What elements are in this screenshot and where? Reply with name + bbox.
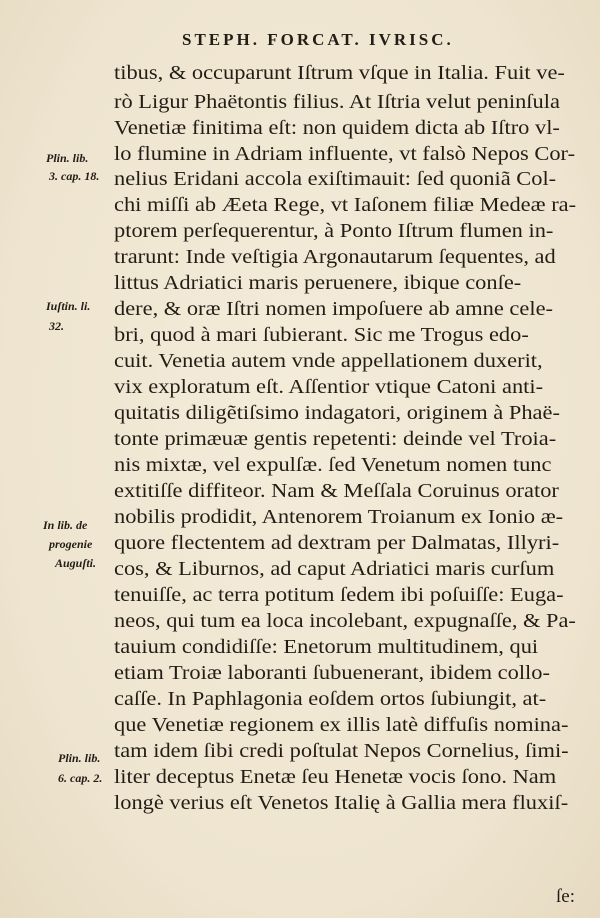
- text-line: quore flectentem ad dextram per Dalmatas, Illyri-: [114, 533, 560, 554]
- text-line: trarunt: Inde veſtigia Argonautarum ſequentes, ad: [114, 247, 556, 268]
- text-line: longè verius eſt Venetos Italię à Gallia mera fluxiſ-: [114, 793, 569, 814]
- text-line: neos, qui tum ea loca incolebant, expugnaſſe, & Pa-: [114, 611, 576, 632]
- text-line: ptorem perſequerentur, à Ponto Iſtrum flumen in-: [114, 221, 554, 242]
- margin-note: In lib. de: [43, 518, 88, 532]
- text-line: tibus, & occuparunt Iſtrum vſque in Italia. Fuit ve-: [114, 63, 565, 84]
- text-line: liter deceptus Enetæ ſeu Henetæ vocis ſono. Nam: [114, 767, 557, 788]
- text-line: cuit. Venetia autem vnde appellationem duxerit,: [114, 351, 543, 372]
- catchword: ſe:: [556, 886, 575, 907]
- margin-note: Iuſtin. li.: [46, 299, 91, 313]
- text-line: que Venetiæ regionem ex illis latè diffuſis nomina-: [114, 715, 569, 736]
- text-line: dere, & oræ Iſtri nomen impoſuere ab amne cele-: [114, 299, 553, 320]
- margin-note: Plin. lib.: [46, 151, 89, 165]
- margin-note: Auguſti.: [55, 556, 97, 570]
- text-line: lo flumine in Adriam influente, vt falsò Nepos Cor-: [114, 144, 576, 165]
- text-line: tenuiſſe, ac terra potitum ſedem ibi poſuiſſe: Euga-: [114, 585, 564, 606]
- text-line: tauium condidiſſe: Enetorum multitudinem, qui: [114, 637, 539, 658]
- text-line: cos, & Liburnos, ad caput Adriatici maris curſum: [114, 559, 555, 580]
- text-line: rò Ligur Phaëtontis filius. At Iſtria velut peninſula: [114, 92, 560, 113]
- margin-note: progenie: [49, 537, 93, 551]
- text-line: littus Adriatici maris peruenere, ibique conſe-: [114, 273, 522, 294]
- text-line: nobilis prodidit, Antenorem Troianum ex Ionio æ-: [114, 507, 564, 528]
- text-line: tonte primæuæ gentis repetenti: deinde vel Troia-: [114, 429, 557, 450]
- text-line: quitatis diligẽtiſsimo indagatori, originem à Phaë-: [114, 403, 560, 424]
- text-line: chi miſſi ab Æeta Rege, vt Iaſonem filiæ Medeæ ra-: [114, 195, 577, 216]
- text-line: extitiſſe diffiteor. Nam & Meſſala Coruinus orator: [114, 481, 559, 502]
- text-line: Venetiæ finitima eſt: non quidem dicta ab Iſtro vl-: [114, 118, 560, 139]
- text-line: nelius Eridani accola exiſtimauit: ſed quoniã Col-: [114, 169, 557, 190]
- margin-note: Plin. lib.: [58, 751, 101, 765]
- running-header: STEPH. FORCAT. IVRISC.: [182, 30, 454, 49]
- text-line: vix exploratum eſt. Aſſentior vtique Catoni anti-: [114, 377, 544, 398]
- text-line: caſſe. In Paphlagonia eoſdem ortos ſubiungit, at-: [114, 689, 547, 710]
- margin-note: 6. cap. 2.: [58, 771, 103, 785]
- text-line: tam idem ſibi credi poſtulat Nepos Cornelius, ſimi-: [114, 741, 569, 762]
- margin-note: 32.: [49, 319, 64, 333]
- text-line: nis mixtæ, vel expulſæ. ſed Venetum nomen tunc: [114, 455, 552, 476]
- text-line: etiam Troiæ laboranti ſubuenerant, ibidem collo-: [114, 663, 550, 684]
- margin-note: 3. cap. 18.: [49, 169, 100, 183]
- text-line: bri, quod à mari ſubierant. Sic me Trogus edo-: [114, 325, 529, 346]
